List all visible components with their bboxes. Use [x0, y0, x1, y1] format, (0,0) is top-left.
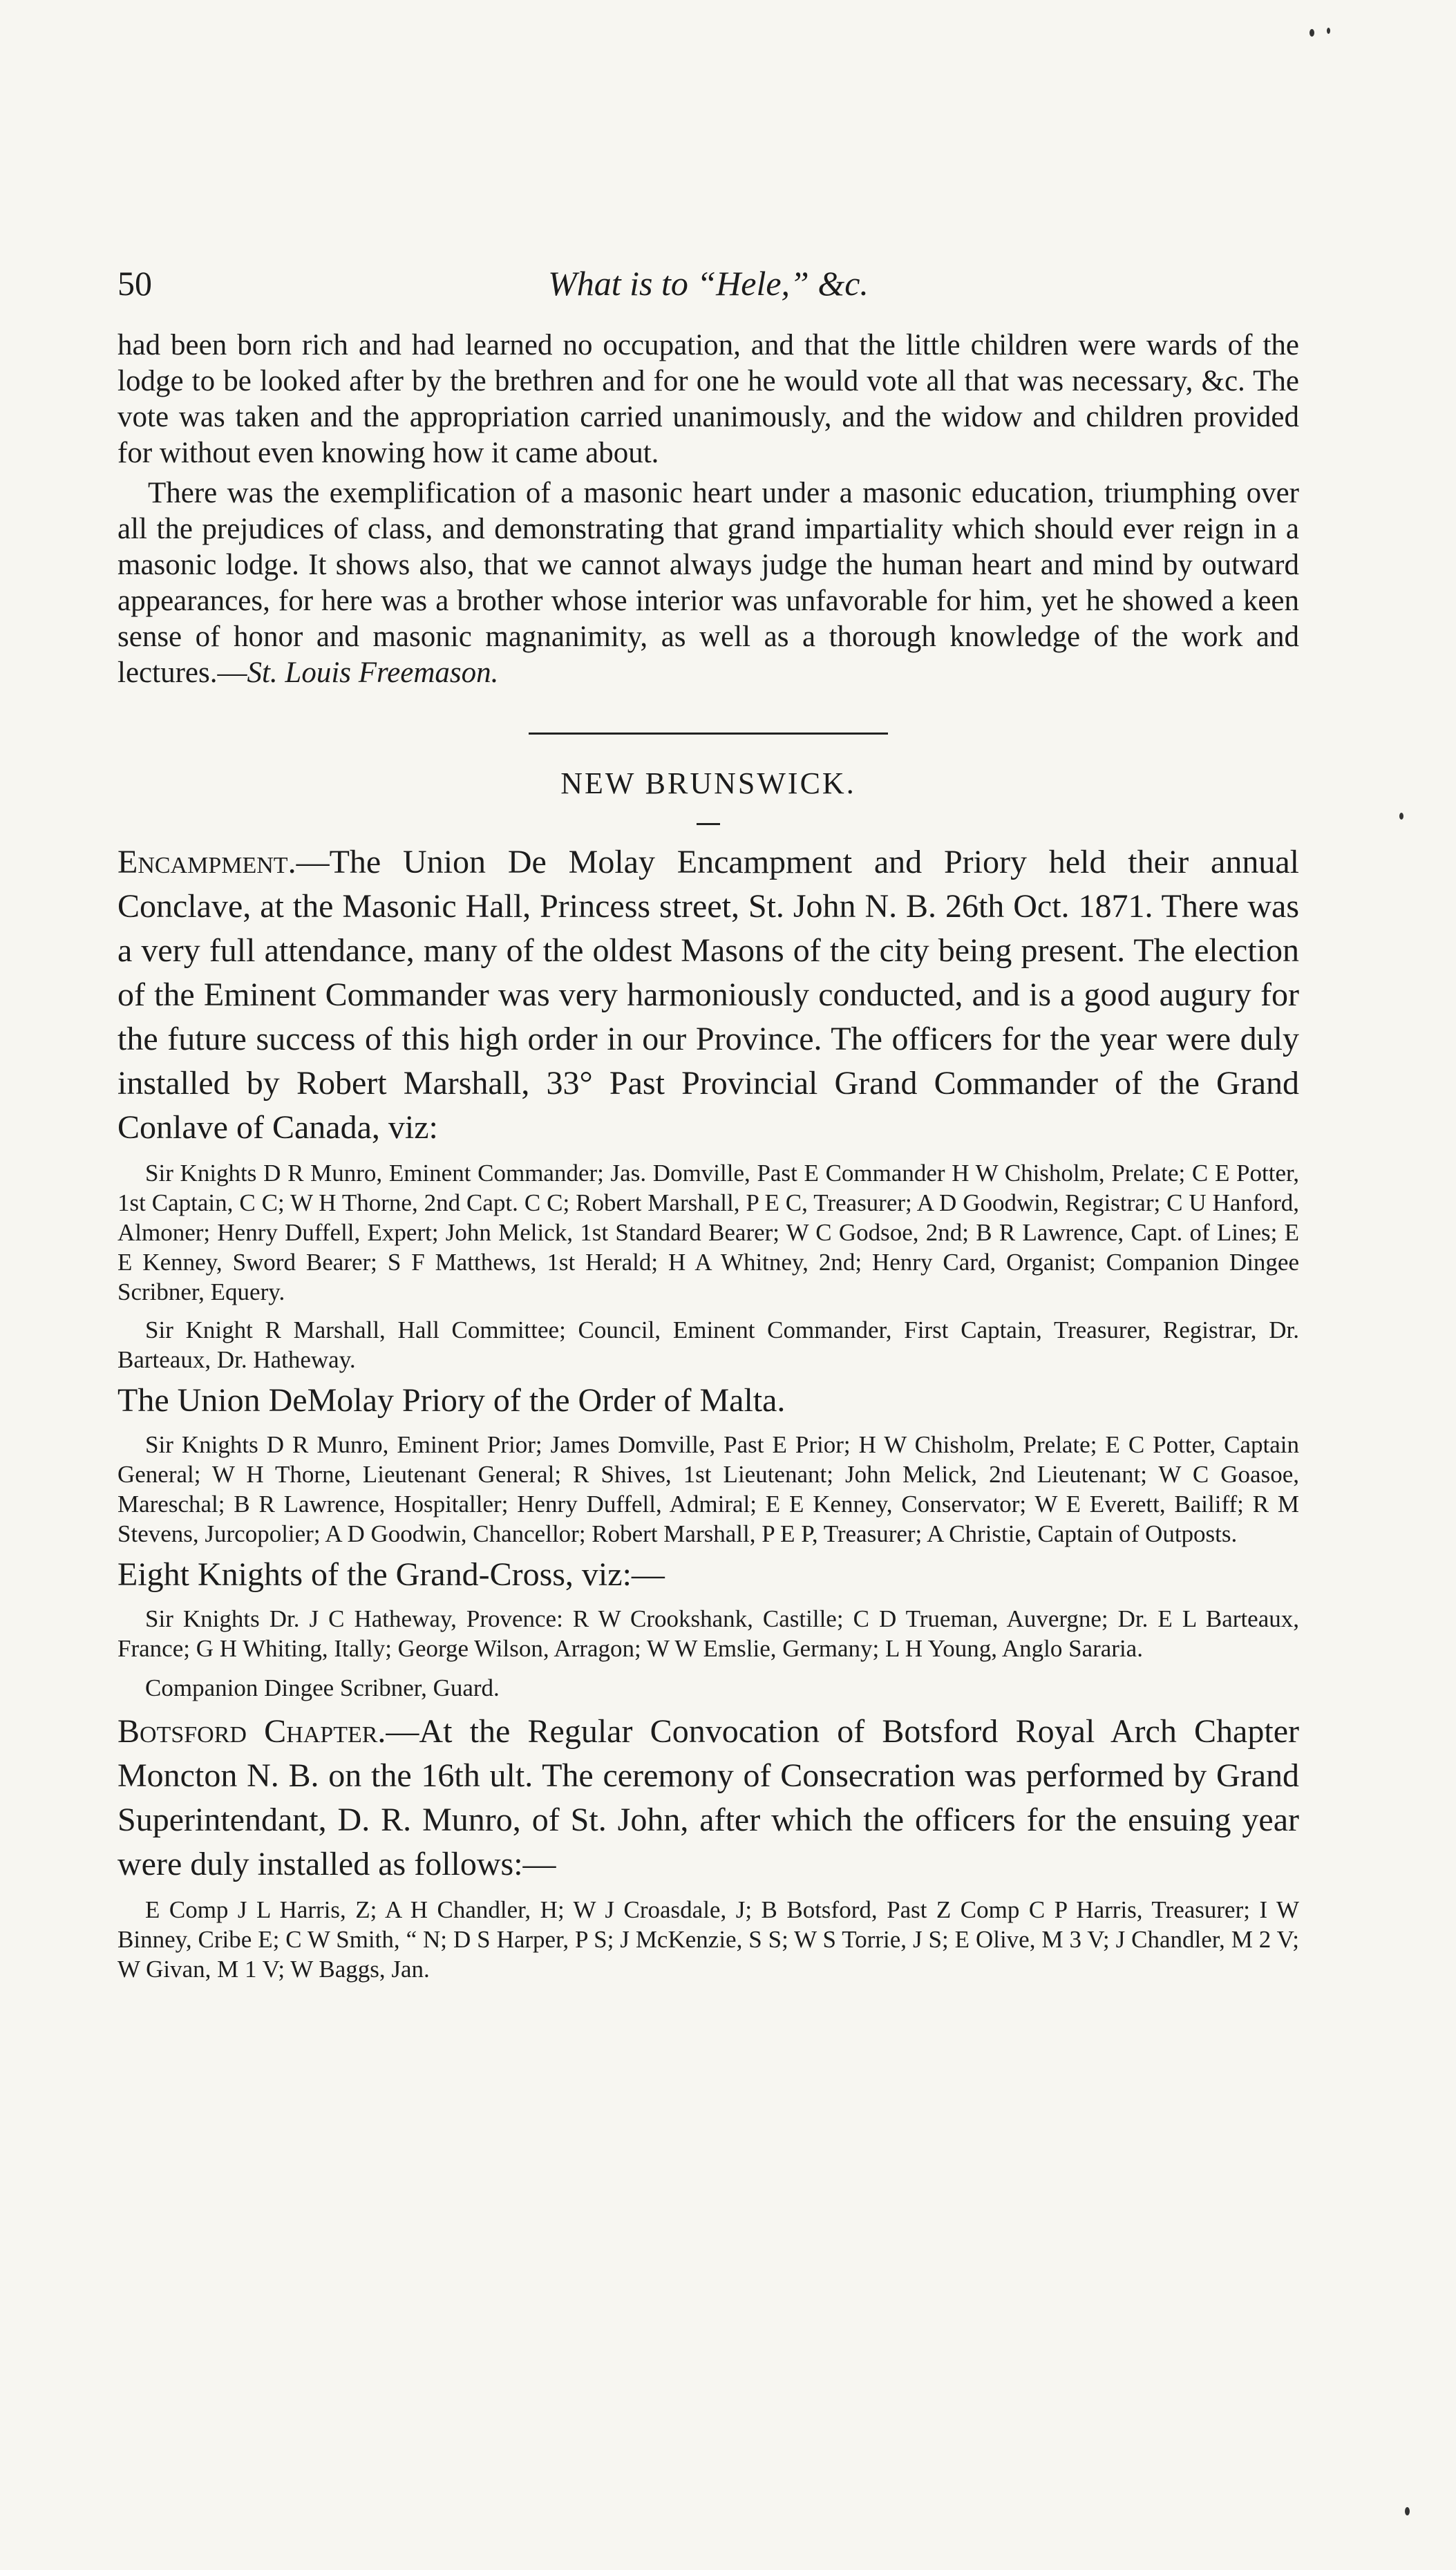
ink-speck: [1405, 2507, 1410, 2515]
intro-paragraph-1: had been born rich and had learned no occupation, and that the little children were wards of the lodge to be looked after by the brethren and for one he would vote all that was necessary, &c. The vote was taken and the appropriation carried unanimously, and the widow and children provided for without even knowing how it came about.: [117, 329, 1299, 469]
botsford-officers: E Comp J L Harris, Z; A H Chandler, H; W J Croasdale, J; B Botsford, Past Z Comp C P Harris, Treasurer; I W Binney, Cribe E; C W Smith, “ N; D S Harper, P S; J McKenzie, S S; W S Torrie, J S; E Olive, M 3 V; J Chandler, M 2 V; W Givan, M 1 V; W Baggs, Jan.: [117, 1896, 1299, 1983]
botsford-text: —At the Regular Convocation of Botsford Royal Arch Chapter Moncton N. B. on the 16th ult. The ceremony of Consecration was performed by Grand Superintendant, D. R. Munro, of St. John, after which the officers for the ensuing year were duly installed as follows:—: [117, 1713, 1299, 1882]
book-page: [117, 263, 1299, 1984]
page-header: [117, 263, 1299, 311]
page-number: 50: [117, 264, 152, 303]
encampment-paragraph: [117, 840, 1299, 1150]
ink-speck: [1310, 29, 1314, 37]
priory-officers: Sir Knights D R Munro, Eminent Prior; James Domville, Past E Prior; H W Chisholm, Prelate; E C Potter, Captain General; W H Thorne, Lieutenant General; R Shives, 1st Lieutenant; John Melick, 2nd Lieutenant; W C Goasoe, Mareschal; B R Lawrence, Hospitaller; Henry Duffell, Admiral; E E Kenney, Conservator; W E Everett, Bailiff; R M Stevens, Jurcopolier; A D Goodwin, Chancellor; Robert Marshall, P E P, Treasurer; A Christie, Captain of Outposts.: [117, 1431, 1299, 1547]
guard-line: Companion Dingee Scribner, Guard.: [145, 1674, 500, 1701]
botsford-lead: Botsford Chapter.: [117, 1713, 386, 1750]
intro-paragraph-2: [117, 475, 1299, 691]
section-divider: [529, 733, 888, 735]
intro-paragraph-2-text: There was the exemplification of a masonic heart under a masonic education, triumphing over all the prejudices of class, and demonstrating that grand impartiality which should ever reign in a masonic lodge. It shows also, that we cannot always judge the human heart and mind by outward appearances, for here was a brother whose interior was unfavorable for him, yet he showed a keen sense of honor and masonic magnanimity, as well as a thorough knowledge of the work and lectures.—: [117, 477, 1299, 689]
ink-speck: [1399, 813, 1403, 820]
grand-cross-list: Sir Knights Dr. J C Hatheway, Provence: R W Crookshank, Castille; C D Trueman, Auvergne; Dr. E L Barteaux, France; G H Whiting, Itally; George Wilson, Arragon; W W Emslie, Germany; L H Young, Anglo Sararia.: [117, 1605, 1299, 1662]
section-title: NEW BRUNSWICK.: [560, 766, 856, 800]
hall-committee: Sir Knight R Marshall, Hall Committee; Council, Eminent Commander, First Captain, Treasurer, Registrar, Dr. Barteaux, Dr. Hatheway.: [117, 1316, 1299, 1373]
ink-speck: [1327, 28, 1330, 34]
grand-cross-heading: Eight Knights of the Grand-Cross, viz:—: [117, 1556, 665, 1593]
priory-heading: The Union DeMolay Priory of the Order of Malta.: [117, 1382, 786, 1419]
title-dash: [697, 823, 720, 825]
encampment-text: —The Union De Molay Encampment and Priory held their annual Conclave, at the Masonic Hall, Princess street, St. John N. B. 26th Oct. 1871. There was a very full attendance, many of the oldest Masons of the city being present. The election of the Eminent Commander was very harmoniously conducted, and is a good augury for the future success of this high order in our Province. The officers for the year were duly installed by Robert Marshall, 33° Past Provincial Grand Commander of the Grand Conlave of Canada, viz:: [117, 844, 1299, 1146]
encampment-officers: Sir Knights D R Munro, Eminent Commander; Jas. Domville, Past E Commander H W Chisholm, Prelate; C E Potter, 1st Captain, C C; W H Thorne, 2nd Capt. C C; Robert Marshall, P E C, Treasurer; A D Goodwin, Registrar; C U Hanford, Almoner; Henry Duffell, Expert; John Melick, 1st Standard Bearer; W C Godsoe, 2nd; B R Lawrence, Capt. of Lines; E E Kenney, Sword Bearer; S F Matthews, 1st Herald; H A Whitney, 2nd; Henry Card, Organist; Companion Dingee Scribner, Equery.: [117, 1160, 1299, 1305]
running-title: What is to “Hele,” &c.: [548, 264, 869, 303]
source-attribution: St. Louis Freemason.: [247, 656, 499, 689]
encampment-lead: Encampment.: [117, 844, 296, 880]
botsford-paragraph: [117, 1710, 1299, 1887]
